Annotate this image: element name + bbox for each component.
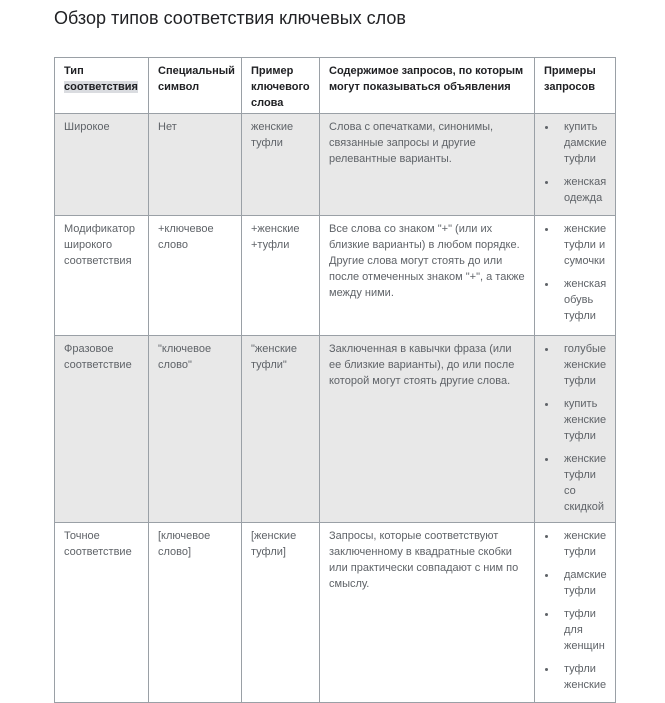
list-item: • дамские туфли	[557, 567, 607, 599]
page-title: Обзор типов соответствия ключевых слов	[54, 8, 406, 28]
header-keyword-example: Пример ключевого слова	[242, 58, 320, 114]
header-match-type-highlight: соответствия	[64, 81, 138, 93]
header-query-content: Содержимое запросов, по которым могут показываться объявления	[320, 58, 535, 114]
header-query-examples: Примеры запросов	[535, 58, 616, 114]
match-types-table	[54, 57, 616, 703]
list-item: • купить дамские туфли	[557, 119, 607, 167]
cell-example: +женские +туфли	[242, 216, 320, 336]
list-item: • туфли женские	[557, 661, 607, 693]
cell-symbol: +ключевое слово	[149, 216, 242, 336]
cell-example: [женские туфли]	[242, 523, 320, 703]
list-item: • туфли для женщин	[557, 606, 607, 654]
cell-type: Широкое	[55, 114, 149, 216]
cell-symbol: [ключевое слово]	[149, 523, 242, 703]
list-item: • голубые женские туфли	[557, 341, 607, 389]
header-special-symbol: Специальный символ	[149, 58, 242, 114]
cell-content: Заключенная в кавычки фраза (или ее близкие варианты), до или после которой могут стоять другие слова.	[320, 336, 535, 523]
cell-content: Все слова со знаком "+" (или их близкие варианты) в любом порядке. Другие слова могут стоять до или после отмеченных знаком "+", а также между ними.	[320, 216, 535, 336]
cell-type: Модификатор широкого соответствия	[55, 216, 149, 336]
table-row-exact	[55, 523, 616, 703]
cell-content: Слова с опечатками, синонимы, связанные запросы и другие релевантные варианты.	[320, 114, 535, 216]
cell-example: "женские туфли"	[242, 336, 320, 523]
cell-queries	[535, 336, 616, 523]
header-match-type	[55, 58, 149, 114]
cell-queries	[535, 114, 616, 216]
cell-symbol: Нет	[149, 114, 242, 216]
table-row-phrase	[55, 336, 616, 523]
list-item: • купить женские туфли	[557, 396, 607, 444]
cell-type: Фразовое соответствие	[55, 336, 149, 523]
header-match-type-line1: Тип	[64, 65, 84, 77]
cell-example: женские туфли	[242, 114, 320, 216]
cell-content: Запросы, которые соответствуют заключенному в квадратные скобки или практически совпадают с ним по смыслу.	[320, 523, 535, 703]
list-item: • женские туфли со скидкой	[557, 451, 607, 515]
table-row-broad-modifier	[55, 216, 616, 336]
list-item: • женские туфли	[557, 528, 607, 560]
cell-symbol: "ключевое слово"	[149, 336, 242, 523]
cell-queries	[535, 216, 616, 336]
list-item: • женские туфли и сумочки	[557, 221, 607, 269]
list-item: • женская обувь туфли	[557, 276, 607, 324]
table-row-broad	[55, 114, 616, 216]
cell-type: Точное соответствие	[55, 523, 149, 703]
table-header-row	[55, 58, 616, 114]
list-item: • женская одежда	[557, 174, 607, 206]
cell-queries	[535, 523, 616, 703]
